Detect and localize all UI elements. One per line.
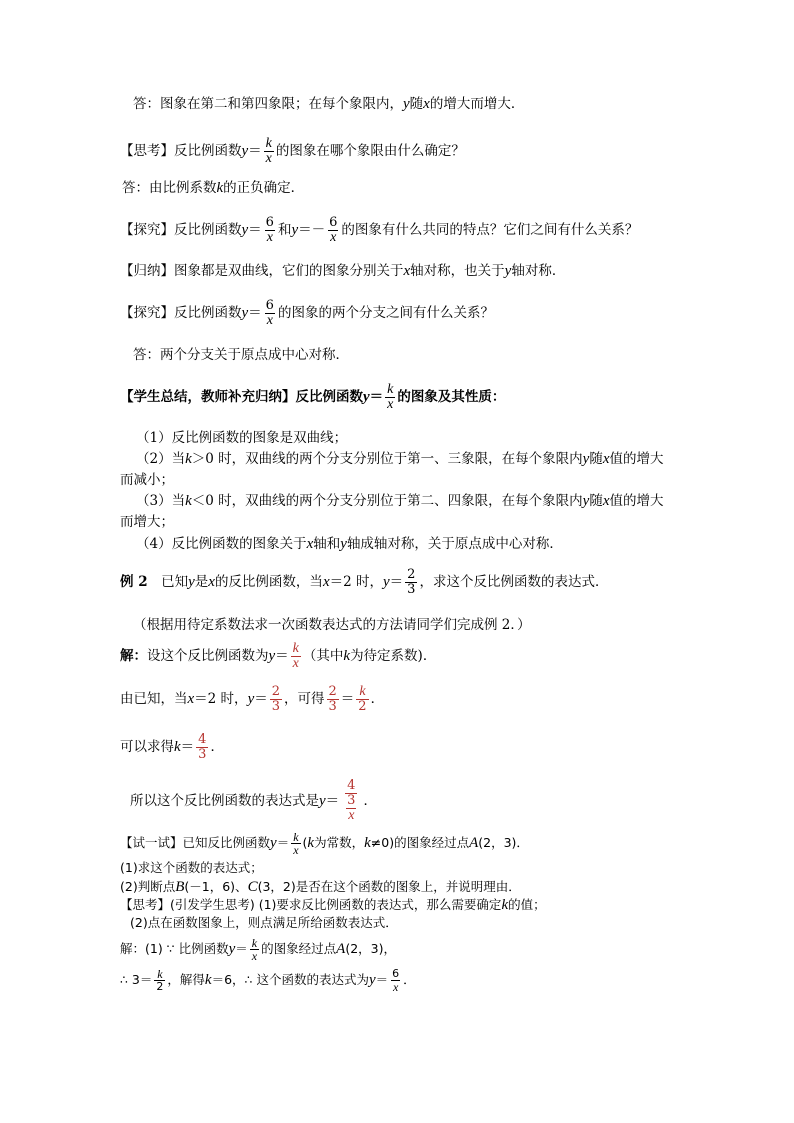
fraction-k-over-2 <box>154 968 165 993</box>
text: 的图象的两个分支之间有什么关系？ <box>277 305 494 321</box>
numerator: 6 <box>265 297 274 313</box>
solution-line-1 <box>120 641 436 671</box>
text: 的图象及其性质： <box>397 389 506 405</box>
var-x: x <box>208 574 215 590</box>
fraction-k-over-x <box>291 831 300 856</box>
equals: ＝ <box>369 389 384 405</box>
denominator: x <box>266 312 273 328</box>
try-it-line <box>120 830 529 856</box>
text: 的图象在哪个象限由什么确定？ <box>275 143 465 159</box>
fraction-2-over-3 <box>327 685 339 714</box>
text: 是 <box>194 574 209 590</box>
var-y: y <box>363 389 370 405</box>
equals: ＝ <box>275 648 289 664</box>
point-A: A <box>336 941 346 957</box>
text: ． <box>210 739 224 755</box>
numerator: k <box>251 935 258 950</box>
var-y: y <box>247 691 255 707</box>
answer-central-symmetry <box>133 346 349 364</box>
inner-numerator: 4 <box>347 778 356 793</box>
solution-line-4 <box>130 770 377 832</box>
var-y: y <box>403 96 410 112</box>
text: 轴对称，也关于 <box>410 263 505 279</box>
text: 【思考】(引发学生思考) (1)要求反比例函数的表达式，那么需要确定 <box>120 897 502 912</box>
var-k: k <box>204 972 212 988</box>
denominator: x <box>265 150 272 166</box>
text: 的图象有什么共同的特点？它们之间有什么关系？ <box>341 222 639 238</box>
text: ＝2 时， <box>194 691 248 707</box>
solution-line-3 <box>120 732 224 762</box>
denominator: 3 <box>407 581 416 597</box>
text: (－1，6)、 <box>184 879 248 894</box>
example-2 <box>120 567 608 597</box>
denominator: 3 <box>198 746 207 762</box>
var-x: x <box>403 263 411 279</box>
text: ≠0)的图象经过点 <box>370 835 470 850</box>
equals: ＝ <box>389 574 404 590</box>
text: (1)求这个函数的表达式； <box>120 860 263 875</box>
var-y: y <box>270 835 277 851</box>
text: 【探究】反比例函数 <box>120 305 242 321</box>
text: 而减小； <box>120 472 174 488</box>
text: 轴和 <box>313 536 341 552</box>
inner-denominator: 3 <box>347 793 356 808</box>
var-y: y <box>228 941 236 957</box>
fraction-four-thirds-over-x <box>341 779 361 823</box>
text: 的反比例函数，当 <box>214 574 323 590</box>
text: 反比例函数 <box>295 389 363 405</box>
equals: ＝ <box>248 305 262 321</box>
answer-sign-line <box>122 179 304 197</box>
text: ＝6，∴ 这个函数的表达式为 <box>211 972 369 987</box>
text: 随 <box>409 96 424 112</box>
var-y: y <box>319 793 326 809</box>
property-2-cont <box>120 471 174 489</box>
text: 答：由比例系数 <box>122 180 217 196</box>
fraction-4-over-3 <box>196 733 208 762</box>
text: (2，3)， <box>345 941 396 956</box>
numerator: k <box>157 966 163 981</box>
text: ． <box>363 793 377 809</box>
text: 轴成轴对称，关于原点成中心对称． <box>346 536 563 552</box>
solution-label: 解： <box>120 648 147 664</box>
numerator: k <box>265 135 272 151</box>
point-B: B <box>175 879 185 895</box>
example-label: 例 2 <box>120 574 148 590</box>
think-line-2 <box>120 896 546 914</box>
text: （3）当 <box>136 493 186 509</box>
fraction-k-over-x <box>291 642 301 671</box>
numerator: 6 <box>392 966 400 980</box>
example-2-note <box>133 616 531 634</box>
text: 随 <box>589 493 603 509</box>
text: 已知 <box>147 574 189 590</box>
try-it-q2 <box>120 878 521 896</box>
var-y: y <box>504 263 512 279</box>
text: 所以这个反比例函数的表达式是 <box>130 793 319 809</box>
text: ＝2 时， <box>329 574 383 590</box>
fraction-6-over-x <box>264 216 276 245</box>
text: 【归纳】图象都是双曲线，它们的图象分别关于 <box>120 263 404 279</box>
denominator: 2 <box>156 979 164 993</box>
point-A: A <box>469 835 479 851</box>
text: ∴ 3＝ <box>120 972 153 987</box>
text: 由已知，当 <box>120 691 188 707</box>
var-x: x <box>423 96 430 112</box>
property-2 <box>136 450 664 468</box>
text: ＞0 时，双曲线的两个分支分别位于第一、三象限，在每个象限内 <box>191 451 583 467</box>
denominator: x <box>266 229 273 245</box>
var-y: y <box>268 648 276 664</box>
text: 的正负确定． <box>223 180 305 196</box>
text: 轴对称． <box>511 263 566 279</box>
var-y: y <box>241 143 249 159</box>
property-4 <box>136 535 563 553</box>
fraction-k-over-x <box>250 937 259 962</box>
var-x: x <box>322 574 330 590</box>
solution-try-1 <box>120 936 396 962</box>
text: 为待定系数)． <box>350 648 437 664</box>
summary-heading <box>120 382 505 412</box>
var-k: k <box>174 739 181 755</box>
numerator: k <box>387 381 394 397</box>
var-x: x <box>602 493 610 509</box>
text: ( <box>302 835 308 850</box>
text: ，可得 <box>284 691 325 707</box>
var-y: y <box>241 222 249 238</box>
fraction-6-over-x <box>390 968 401 993</box>
text: 的值； <box>508 897 546 912</box>
var-k: k <box>185 493 192 509</box>
text: 而增大； <box>120 514 174 530</box>
point-C: C <box>247 879 258 895</box>
var-k: k <box>364 835 371 851</box>
var-k: k <box>501 897 509 913</box>
solution-line-2 <box>120 684 384 714</box>
numerator: 2 <box>271 683 281 699</box>
equals: ＝ <box>325 793 340 809</box>
var-y: y <box>340 536 347 552</box>
var-y: y <box>291 222 299 238</box>
equals: ＝ <box>276 835 290 850</box>
numerator: 6 <box>265 214 274 230</box>
text: （4）反比例函数的图象关于 <box>136 536 307 552</box>
denominator: x <box>293 842 299 857</box>
var-x: x <box>602 451 610 467</box>
text: 随 <box>589 451 603 467</box>
explore-line-1 <box>120 215 638 245</box>
think-line-3 <box>130 914 398 932</box>
denominator: x <box>251 948 258 963</box>
text: 的增大而增大． <box>429 96 525 112</box>
equals: ＝ <box>248 143 262 159</box>
denominator: x <box>292 655 299 671</box>
text: ． <box>403 972 416 987</box>
denominator: x <box>330 229 337 245</box>
text: 值的增大 <box>609 451 664 467</box>
numerator: 2 <box>407 566 416 582</box>
property-3 <box>136 492 664 510</box>
explore-line-2 <box>120 298 494 328</box>
fraction-2-over-3 <box>405 568 417 597</box>
var-x: x <box>306 536 314 552</box>
fraction-k-over-x <box>385 383 395 412</box>
equals: ＝ <box>254 691 268 707</box>
text: 设这个反比例函数为 <box>147 648 269 664</box>
text: ． <box>370 691 385 707</box>
var-k: k <box>185 451 192 467</box>
text: (2)点在函数图象上，则点满足所给函数表达式． <box>130 915 398 930</box>
var-x: x <box>187 691 195 707</box>
equals: ＝ <box>375 972 389 987</box>
var-y: y <box>368 972 376 988</box>
text: （其中 <box>302 648 344 664</box>
solution-try-2 <box>120 966 416 994</box>
text: 【学生总结，教师补充归纳】 <box>120 389 296 405</box>
numerator: 6 <box>329 214 338 230</box>
equals: ＝ <box>180 739 195 755</box>
inner-fraction-4-over-3 <box>345 779 357 808</box>
text: (2)判断点 <box>120 879 176 894</box>
numerator: k <box>359 683 366 699</box>
try-it-q1 <box>120 859 263 877</box>
text: (2，3)． <box>478 835 529 850</box>
denominator: x <box>348 808 355 823</box>
text: (3，2)是否在这个函数的图象上，并说明理由． <box>257 879 521 894</box>
text: ，求这个反比例函数的表达式． <box>419 574 609 590</box>
property-1 <box>136 429 347 447</box>
fraction-2-over-3 <box>270 685 282 714</box>
equals: ＝ <box>235 941 248 956</box>
var-k: k <box>216 180 224 196</box>
text: （根据用待定系数法求一次函数表达式的方法请同学们完成例 2．） <box>133 617 531 633</box>
fraction-6-over-x <box>264 299 276 328</box>
denominator: 2 <box>358 698 367 714</box>
text: 为常数， <box>314 835 365 850</box>
text: 【思考】反比例函数 <box>120 143 242 159</box>
var-y: y <box>188 574 195 590</box>
property-3-cont <box>120 513 174 531</box>
var-k: k <box>307 835 315 851</box>
text: 答：两个分支关于原点成中心对称． <box>133 347 349 363</box>
text: ，解得 <box>167 972 205 987</box>
text: 解：(1) ∵ 比例函数 <box>120 941 229 956</box>
think-line-1 <box>120 136 465 166</box>
denominator: x <box>392 979 399 994</box>
text: 【探究】反比例函数 <box>120 222 242 238</box>
text: ＜0 时，双曲线的两个分支分别位于第二、四象限，在每个象限内 <box>191 493 583 509</box>
numerator: 2 <box>328 683 337 699</box>
equals: ＝ <box>248 222 262 238</box>
text: 答：图象在第二和第四象限；在每个象限内， <box>133 96 403 112</box>
text: 和 <box>277 222 292 238</box>
var-y: y <box>383 574 390 590</box>
text: （1）反比例函数的图象是双曲线； <box>136 430 348 446</box>
summary-symmetry-line <box>120 262 565 280</box>
fraction-k-over-x <box>264 137 274 166</box>
numerator: 4 <box>198 731 207 747</box>
var-y: y <box>241 305 249 321</box>
text: 值的增大 <box>609 493 664 509</box>
fraction-k-over-2 <box>356 685 368 714</box>
text: 【试一试】已知反比例函数 <box>120 835 271 850</box>
denominator: x <box>387 396 394 412</box>
var-k: k <box>343 648 351 664</box>
denominator: 3 <box>271 698 281 714</box>
text: （2）当 <box>136 451 186 467</box>
numerator: k <box>293 829 299 844</box>
equals-minus: ＝－ <box>298 222 326 238</box>
answer-quadrant-line <box>133 95 524 113</box>
fraction-6-over-x <box>327 216 339 245</box>
denominator: 3 <box>328 698 337 714</box>
var-y: y <box>582 451 590 467</box>
equals: ＝ <box>340 691 355 707</box>
var-y: y <box>582 493 590 509</box>
text: 的图象经过点 <box>261 941 337 956</box>
numerator: k <box>292 640 299 656</box>
text: 可以求得 <box>120 739 174 755</box>
numerator <box>341 779 361 808</box>
